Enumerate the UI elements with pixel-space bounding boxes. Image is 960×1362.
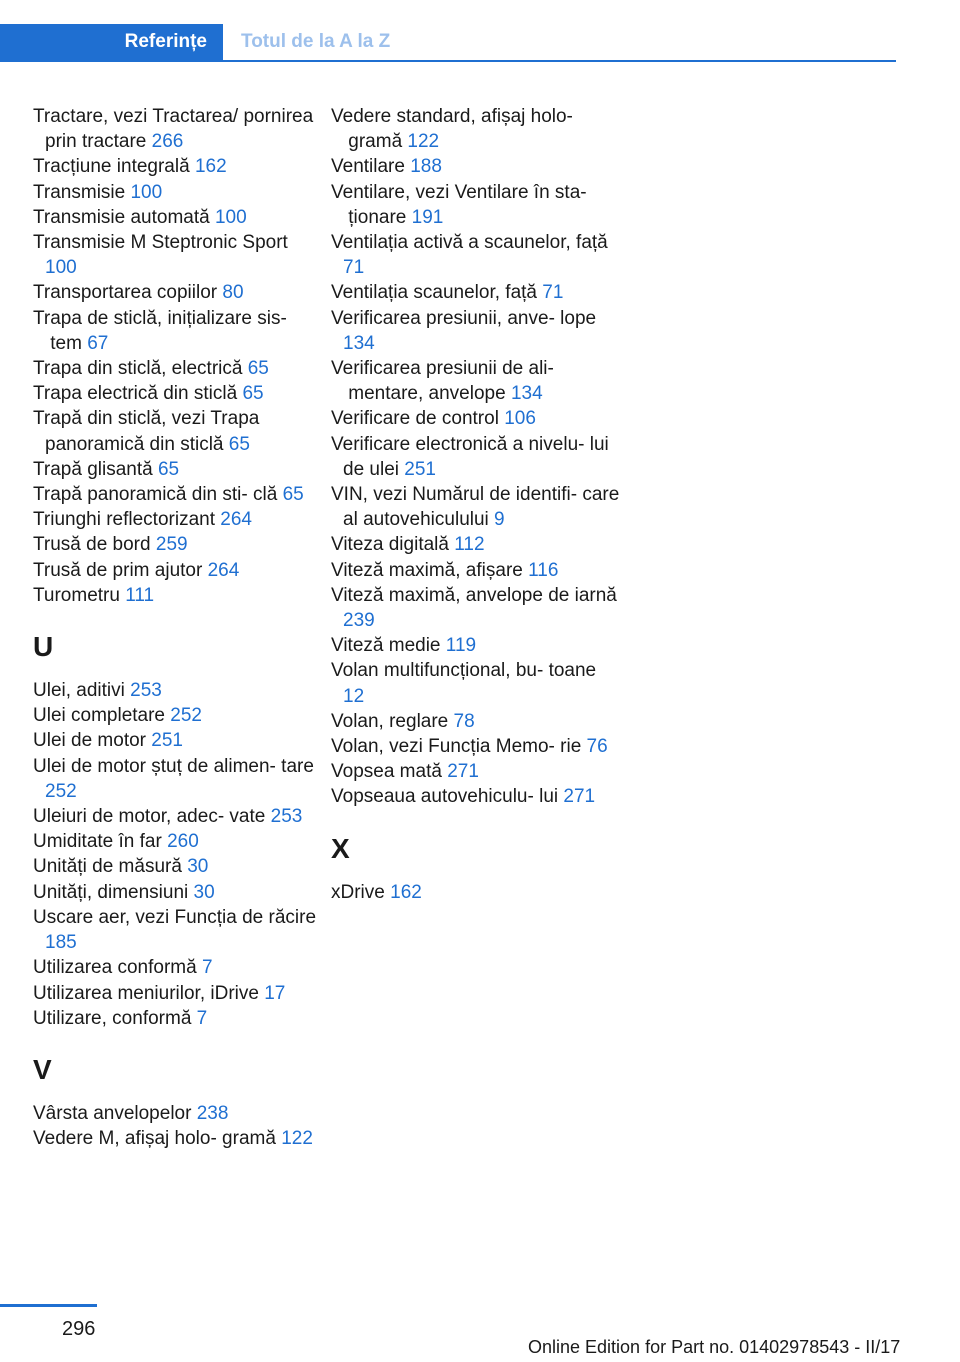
index-entry — [33, 880, 323, 905]
index-term: Vedere standard, afișaj holo- gramă — [331, 106, 573, 153]
index-term: Verificare de control — [331, 408, 499, 430]
index-entry — [33, 154, 323, 179]
index-entry — [331, 104, 621, 154]
index-term: Viteză maximă, afișare — [331, 559, 523, 581]
page-link[interactable]: 122 — [407, 131, 440, 153]
page-link[interactable]: 7 — [196, 1007, 208, 1029]
index-entry — [331, 306, 621, 356]
tab-references-label: Referințe — [124, 31, 207, 52]
index-entry — [331, 482, 621, 532]
page-link[interactable]: 30 — [187, 856, 209, 878]
index-entry — [33, 854, 323, 879]
index-term: Tractare, vezi Tractarea/ pornirea prin tractare — [33, 106, 314, 153]
footer-rule — [0, 1304, 97, 1307]
index-entry — [331, 709, 621, 734]
index-entry — [33, 482, 323, 507]
page-link[interactable]: 7 — [201, 957, 213, 979]
index-entry — [33, 678, 323, 703]
index-term: Trapa de sticlă, inițializare sis- tem — [33, 307, 287, 354]
index-entry — [331, 759, 621, 784]
index-entry — [331, 180, 621, 230]
index-term: Viteză maximă, anvelope de iarnă — [331, 584, 617, 606]
section-letter: V — [33, 1053, 52, 1085]
index-term: Ulei completare — [33, 705, 165, 727]
index-term: Transportarea copiilor — [33, 282, 218, 304]
index-term: Trapă din sticlă, vezi Trapa panoramică din sticlă — [33, 408, 260, 455]
index-entry — [33, 104, 323, 154]
index-entry — [33, 1126, 323, 1151]
page-link[interactable]: 65 — [157, 458, 180, 480]
tab-references[interactable] — [0, 24, 223, 62]
section-letter: X — [331, 832, 350, 864]
index-term: Utilizarea meniurilor, iDrive — [33, 982, 259, 1004]
tab-a-to-z[interactable]: Totul de la A la Z — [241, 31, 391, 52]
page-link[interactable]: 71 — [343, 257, 365, 279]
index-term: Transmisie — [33, 181, 126, 203]
page-link[interactable]: 65 — [282, 484, 304, 506]
index-entry — [33, 406, 323, 456]
index-term: Triunghi reflectorizant — [33, 509, 215, 531]
page-link[interactable]: 162 — [390, 881, 422, 903]
index-term: Volan, reglare — [331, 710, 449, 732]
index-entry — [33, 804, 323, 829]
index-entry — [331, 432, 621, 482]
index-term: Viteză medie — [331, 635, 441, 657]
page-link[interactable]: 67 — [87, 332, 109, 354]
index-term: Vopsea mată — [331, 761, 442, 783]
page-link[interactable]: 112 — [454, 534, 485, 556]
index-term: Uleiuri de motor, adec- vate — [33, 806, 266, 828]
index-entry — [331, 532, 621, 557]
index-entry — [33, 955, 323, 980]
page-link[interactable]: 122 — [281, 1128, 313, 1150]
index-entry — [331, 880, 621, 905]
index-term: Verificarea presiunii, anve- lope — [331, 307, 597, 329]
index-entry — [33, 1006, 323, 1031]
index-term: Volan, vezi Funcția Memo- rie — [331, 736, 582, 758]
index-entry — [331, 583, 621, 633]
page-link[interactable]: 188 — [410, 156, 442, 178]
page-link[interactable]: 134 — [510, 383, 543, 405]
index-entry — [331, 558, 621, 583]
index-term: Utilizarea conformă — [33, 957, 197, 979]
page-link[interactable]: 9 — [494, 509, 505, 531]
index-term: Ulei de motor — [33, 730, 146, 752]
index-entry — [331, 658, 621, 708]
page-link[interactable]: 260 — [167, 831, 199, 853]
index-entry — [33, 703, 323, 728]
index-entry — [33, 381, 323, 406]
index-term: Vopseaua autovehiculu- lui — [331, 786, 559, 808]
edition-note: Online Edition for Part no. 01402978543 - II/17 — [528, 1337, 901, 1357]
index-term: Ventilația scaunelor, față — [331, 282, 537, 304]
page-link[interactable]: 266 — [151, 131, 184, 153]
index-term: Trapa din sticlă, electrică — [33, 358, 243, 380]
page-link[interactable]: 65 — [242, 383, 264, 405]
index-term: Verificare electronică a nivelu- lui de ulei — [331, 433, 609, 480]
page-link[interactable]: 251 — [151, 730, 183, 752]
index-entry — [33, 728, 323, 753]
index-term: Tracțiune integrală — [33, 156, 190, 178]
index-entry — [33, 356, 323, 381]
index-term: Uscare aer, vezi Funcția de răcire — [33, 906, 317, 928]
index-entry — [33, 280, 323, 305]
index-term: VIN, vezi Numărul de identifi- care al autovehiculului — [331, 484, 620, 531]
page-link[interactable]: 251 — [404, 458, 436, 480]
index-entry — [331, 406, 621, 431]
page-link[interactable]: 253 — [130, 680, 162, 702]
page-link[interactable]: 185 — [45, 932, 77, 954]
index-entry — [33, 558, 323, 583]
index-term: Ventilația activă a scaunelor, față — [331, 232, 608, 254]
page-link[interactable]: 253 — [270, 806, 303, 828]
index-term: xDrive — [331, 881, 385, 903]
index-entry — [33, 306, 323, 356]
page-link[interactable]: 78 — [453, 710, 475, 732]
index-entry — [331, 154, 621, 179]
index-term: Unități de măsură — [33, 856, 182, 878]
index-entry — [331, 734, 621, 759]
page-link[interactable]: 17 — [264, 982, 286, 1004]
page-link[interactable]: 80 — [222, 282, 244, 304]
index-entry — [331, 280, 621, 305]
page-link[interactable]: 271 — [447, 761, 479, 783]
page-link[interactable]: 264 — [220, 509, 252, 531]
page-link[interactable]: 239 — [343, 610, 375, 632]
page-link[interactable]: 252 — [170, 705, 202, 727]
index-term: Vârsta anvelopelor — [33, 1102, 192, 1124]
index-entry — [331, 784, 621, 809]
index-term: Trapă glisantă — [33, 458, 153, 480]
index-term: Vedere M, afișaj holo- gramă — [33, 1128, 276, 1150]
page-link[interactable]: 100 — [130, 181, 163, 203]
page-link[interactable]: 191 — [411, 206, 444, 228]
index-term: Unități, dimensiuni — [33, 881, 189, 903]
index-term: Viteza digitală — [331, 534, 449, 556]
index-entry — [33, 507, 323, 532]
index-term: Verificarea presiunii de ali- mentare, anvelope — [331, 358, 554, 405]
section-letter: U — [33, 631, 54, 663]
page-link[interactable]: 134 — [343, 332, 375, 354]
index-entry — [33, 180, 323, 205]
page-link[interactable]: 100 — [214, 206, 247, 228]
index-term: Transmisie M Steptronic Sport — [33, 232, 288, 254]
page-link[interactable]: 264 — [207, 559, 240, 581]
index-entry — [33, 205, 323, 230]
page-header — [0, 0, 896, 62]
page-link[interactable]: 71 — [542, 282, 564, 304]
index-column-right — [331, 104, 621, 905]
page-link[interactable]: 119 — [445, 635, 477, 657]
page-link[interactable]: 100 — [45, 257, 77, 279]
index-term: Transmisie automată — [33, 206, 210, 228]
index-entry — [33, 754, 323, 804]
index-term: Trusă de bord — [33, 534, 151, 556]
index-entry — [33, 532, 323, 557]
page-link[interactable]: 238 — [196, 1102, 229, 1124]
index-entry — [331, 230, 621, 280]
page-link[interactable]: 271 — [563, 786, 596, 808]
page-link[interactable]: 106 — [504, 408, 536, 430]
page-link[interactable]: 116 — [528, 559, 559, 581]
index-term: Trusă de prim ajutor — [33, 559, 203, 581]
index-term: Umiditate în far — [33, 831, 162, 853]
page-link[interactable]: 65 — [228, 433, 250, 455]
index-entry — [33, 583, 323, 608]
page-link[interactable]: 30 — [193, 881, 215, 903]
page-number: 296 — [62, 1318, 96, 1340]
index-entry — [33, 457, 323, 482]
page-link[interactable]: 76 — [586, 736, 608, 758]
index-term: Ventilare — [331, 156, 405, 178]
page-link[interactable]: 162 — [194, 156, 227, 178]
page-link[interactable]: 252 — [45, 780, 77, 802]
index-term: Turometru — [33, 584, 120, 606]
index-term: Utilizare, conformă — [33, 1007, 192, 1029]
index-entry — [33, 981, 323, 1006]
page-link[interactable]: 259 — [155, 534, 188, 556]
index-term: Ventilare, vezi Ventilare în sta- ționare — [331, 181, 587, 228]
index-term: Ulei, aditivi — [33, 680, 125, 702]
page-link[interactable]: 111 — [125, 584, 155, 606]
index-entry — [33, 230, 323, 280]
index-entry — [33, 905, 323, 955]
page-link[interactable]: 65 — [247, 358, 269, 380]
index-term: Ulei de motor ștuț de alimen- tare — [33, 755, 314, 777]
index-entry — [33, 829, 323, 854]
index-entry — [331, 356, 621, 406]
index-entry — [331, 633, 621, 658]
header-rule — [0, 60, 896, 62]
page-link[interactable]: 12 — [343, 685, 365, 707]
index-entry — [33, 1101, 323, 1126]
index-term: Trapă panoramică din sti- clă — [33, 484, 278, 506]
index-column-left — [33, 104, 323, 1151]
index-term: Trapa electrică din sticlă — [33, 383, 238, 405]
index-term: Volan multifuncțional, bu- toane — [331, 660, 597, 682]
